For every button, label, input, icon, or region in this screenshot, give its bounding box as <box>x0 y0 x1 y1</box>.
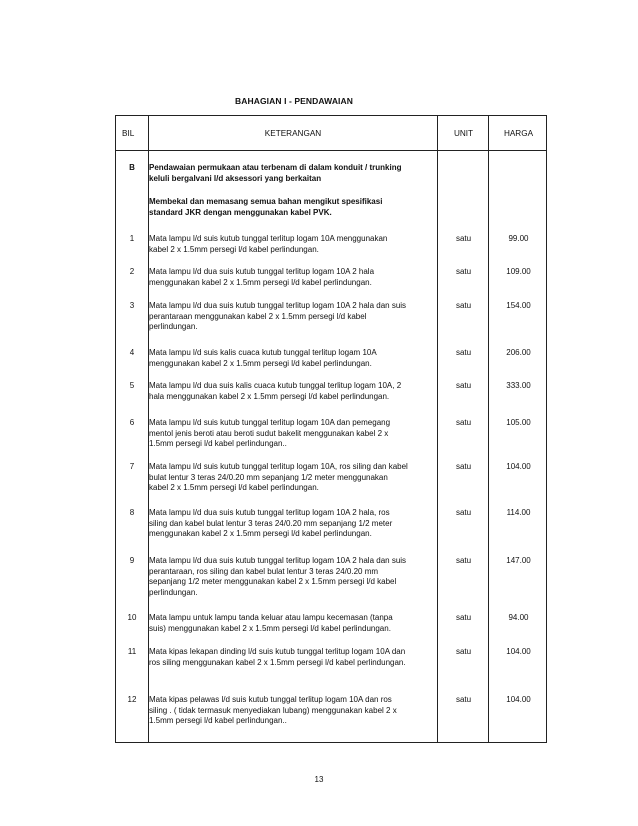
row-unit: satu <box>455 234 472 243</box>
description-line: mentol jenis beroti atau beroti sudut bakelit menggunakan kabel 2 x <box>149 428 389 438</box>
description-line: Mata lampu untuk lampu tanda keluar atau lampu kecemasan (tanpa <box>149 613 393 622</box>
description-line: hala menggunakan kabel 2 x 1.5mm persegi l/d kabel perlindungan. <box>149 391 390 401</box>
row-description <box>149 301 437 333</box>
row-description <box>149 508 437 540</box>
row-description <box>149 613 437 634</box>
row-description <box>149 418 437 450</box>
row-harga: 333.00 <box>506 381 531 390</box>
row-unit: satu <box>455 301 472 310</box>
row-description <box>149 234 437 255</box>
description-line: Mata lampu l/d dua suis kutub tunggal terlitup logam 10A 2 hala, ros <box>149 508 390 517</box>
row-harga: 104.00 <box>506 462 531 471</box>
header-bil: BIL <box>122 129 135 138</box>
description-line: perlindungan. <box>149 322 198 332</box>
section-code: B <box>129 163 135 172</box>
description-line: Mata kipas lekapan dinding l/d suis kutub tunggal terlitup logam 10A dan <box>149 647 406 656</box>
description-line: menggunakan kabel 2 x 1.5mm persegi l/d kabel perlindungan. <box>149 358 372 368</box>
section-line: keluli bergalvani l/d aksessori yang berkaitan <box>149 173 322 183</box>
row-description <box>149 462 437 494</box>
description-line: menggunakan kabel 2 x 1.5mm persegi l/d kabel perlindungan. <box>149 277 372 287</box>
row-bil: 2 <box>129 267 135 276</box>
row-unit: satu <box>455 267 472 276</box>
row-bil: 6 <box>129 418 135 427</box>
section-heading <box>149 163 437 184</box>
section-line: standard JKR dengan menggunakan kabel PVK. <box>149 207 332 217</box>
row-unit: satu <box>455 348 472 357</box>
description-line: ros siling menggunakan kabel 2 x 1.5mm persegi l/d kabel perlindungan. <box>149 657 406 667</box>
description-line: 1.5mm persegi l/d kabel perlindungan.. <box>149 439 287 449</box>
row-bil: 7 <box>129 462 135 471</box>
row-harga: 147.00 <box>506 556 531 565</box>
description-line: Mata lampu l/d suis kutub tunggal terlitup logam 10A menggunakan <box>149 234 388 243</box>
section-line: Pendawaian permukaan atau terbenam di dalam konduit / trunking <box>149 163 402 172</box>
row-unit: satu <box>455 418 472 427</box>
row-harga: 99.00 <box>508 234 529 243</box>
row-bil: 8 <box>129 508 135 517</box>
row-harga: 104.00 <box>506 647 531 656</box>
row-harga: 94.00 <box>508 613 529 622</box>
row-bil: 12 <box>127 695 137 704</box>
description-line: sepanjang 1/2 meter menggunakan kabel 2 x 1.5mm persegi l/d kabel <box>149 577 397 587</box>
header-divider <box>116 150 546 151</box>
description-line: Mata lampu l/d dua suis kutub tunggal terlitup logam 10A 2 hala <box>149 267 375 276</box>
row-description <box>149 267 437 288</box>
description-line: 1.5mm persegi l/d kabel perlindungan.. <box>149 716 287 726</box>
row-harga: 154.00 <box>506 301 531 310</box>
header-keterangan: KETERANGAN <box>264 129 322 138</box>
row-harga: 104.00 <box>506 695 531 704</box>
row-bil: 5 <box>129 381 135 390</box>
row-harga: 206.00 <box>506 348 531 357</box>
description-line: suis) menggunakan kabel 2 x 1.5mm persegi l/d kabel perlindungan. <box>149 623 391 633</box>
header-unit: UNIT <box>453 129 474 138</box>
row-unit: satu <box>455 613 472 622</box>
description-line: Mata kipas pelawas l/d suis kutub tunggal terlitup logam 10A dan ros <box>149 695 392 704</box>
description-line: Mata lampu l/d suis kutub tunggal terlitup logam 10A dan pemegang <box>149 418 391 427</box>
row-description <box>149 381 437 402</box>
row-unit: satu <box>455 695 472 704</box>
row-harga: 109.00 <box>506 267 531 276</box>
row-description <box>149 348 437 369</box>
row-unit: satu <box>455 508 472 517</box>
description-line: Mata lampu l/d dua suis kalis cuaca kutub tunggal terlitup logam 10A, 2 <box>149 381 402 390</box>
description-line: bulat lentur 3 teras 24/0.20 mm sepanjang 1/2 meter menggunakan <box>149 472 388 482</box>
section-line: Membekal dan memasang semua bahan mengikut spesifikasi <box>149 197 383 206</box>
section-subheading <box>149 197 437 218</box>
row-bil: 4 <box>129 348 135 357</box>
description-line: kabel 2 x 1.5mm persegi l/d kabel perlindungan. <box>149 244 319 254</box>
row-bil: 11 <box>127 647 137 656</box>
description-line: menggunakan kabel 2 x 1.5mm persegi l/d kabel perlindungan. <box>149 529 372 539</box>
row-bil: 10 <box>127 613 137 622</box>
page-title: BAHAGIAN I - PENDAWAIAN <box>235 96 353 106</box>
description-line: Mata lampu l/d dua suis kutub tunggal terlitup logam 10A 2 hala dan suis <box>149 556 407 565</box>
description-line: Mata lampu l/d suis kalis cuaca kutub tunggal terlitup logam 10A <box>149 348 377 357</box>
row-bil: 3 <box>129 301 135 310</box>
header-harga: HARGA <box>503 129 534 138</box>
description-line: perantaraan menggunakan kabel 2 x 1.5mm persegi l/d kabel <box>149 311 367 321</box>
description-line: Mata lampu l/d suis kutub tunggal terlitup logam 10A, ros siling dan kabel <box>149 462 408 471</box>
row-description <box>149 556 437 598</box>
row-unit: satu <box>455 381 472 390</box>
description-line: siling dan kabel bulat lentur 3 teras 24/0.20 mm sepanjang 1/2 meter <box>149 518 393 528</box>
row-description <box>149 647 437 668</box>
row-harga: 114.00 <box>506 508 531 517</box>
row-unit: satu <box>455 647 472 656</box>
row-unit: satu <box>455 556 472 565</box>
row-unit: satu <box>455 462 472 471</box>
description-line: perlindungan. <box>149 587 198 597</box>
description-line: kabel 2 x 1.5mm persegi l/d kabel perlindungan. <box>149 483 319 493</box>
row-bil: 9 <box>129 556 135 565</box>
price-table <box>115 115 547 743</box>
page-number: 13 <box>314 775 324 784</box>
description-line: Mata lampu l/d dua suis kutub tunggal terlitup logam 10A 2 hala dan suis <box>149 301 407 310</box>
description-line: perantaraan, ros siling dan kabel bulat lentur 3 teras 24/0.20 mm <box>149 566 379 576</box>
description-line: siling . ( tidak termasuk menyediakan lubang) menggunakan kabel 2 x <box>149 705 397 715</box>
row-bil: 1 <box>129 234 135 243</box>
row-description <box>149 695 437 727</box>
row-harga: 105.00 <box>506 418 531 427</box>
